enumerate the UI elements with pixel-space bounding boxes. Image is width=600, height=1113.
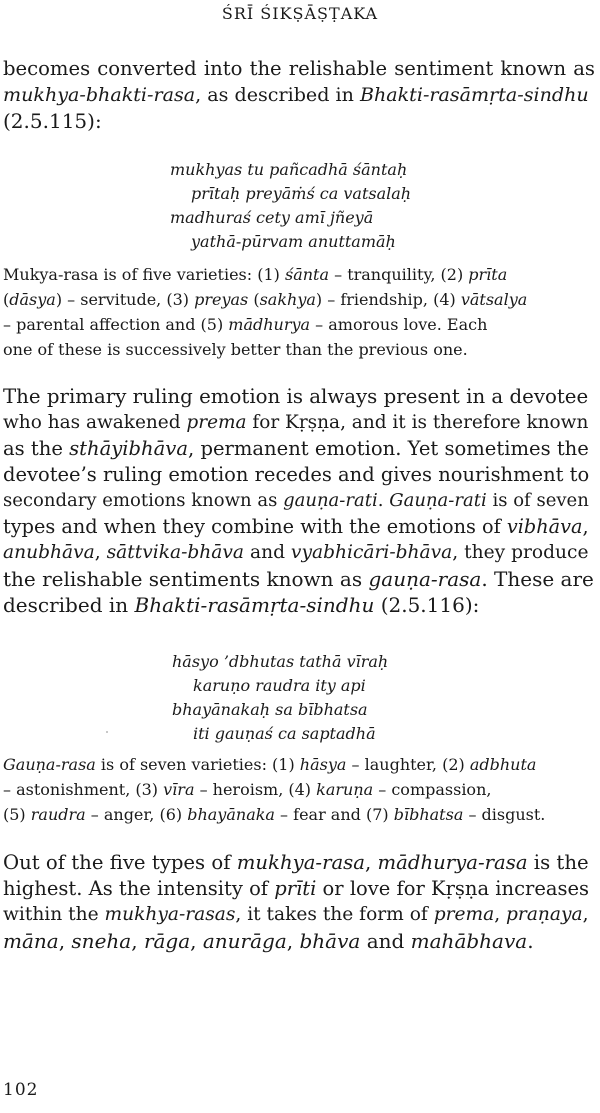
paragraph-body bbox=[3, 384, 595, 618]
text-line: māna, sneha, rāga, anurāga, bhāva and mahābhava. bbox=[3, 929, 534, 953]
text-line: (5) raudra – anger, (6) bhayānaka – fear and (7) bībhatsa – disgust. bbox=[3, 805, 546, 824]
verse-line: bhayānakaḥ sa bībhatsa bbox=[172, 700, 368, 719]
verse-line: iti gauṇaś ca saptadhā bbox=[193, 724, 376, 743]
verse-line: prītaḥ preyāṁś ca vatsalaḥ bbox=[191, 184, 412, 203]
text-line: (dāsya) – servitude, (3) preyas (sakhya) – friendship, (4) vātsalya bbox=[3, 290, 528, 309]
text-line: becomes converted into the relishable sentiment known as bbox=[3, 57, 595, 80]
verse-line: mukhyas tu pañcadhā śāntaḥ bbox=[170, 160, 408, 179]
text-line: mukhya-bhakti-rasa, as described in Bhakti-rasāmṛta-sindhu bbox=[3, 83, 589, 106]
text-line: types and when they combine with the emotions of vibhāva, bbox=[3, 515, 589, 538]
text-line: (2.5.115): bbox=[3, 109, 102, 133]
sanskrit-verse bbox=[170, 158, 411, 254]
text-line: within the mukhya-rasas, it takes the form of prema, praṇaya, bbox=[3, 904, 589, 925]
text-line: anubhāva, sāttvika-bhāva and vyabhicāri-bhāva, they produce bbox=[3, 542, 589, 563]
text-line: devotee’s ruling emotion recedes and gives nourishment to bbox=[3, 463, 590, 486]
text-line: who has awakened prema for Kṛṣṇa, and it is therefore known bbox=[3, 412, 589, 433]
text-line: Gauṇa-rasa is of seven varieties: (1) hāsya – laughter, (2) adbhuta bbox=[3, 755, 537, 774]
sanskrit-verse bbox=[172, 650, 388, 746]
verse-translation bbox=[3, 752, 595, 827]
page-number: 102 bbox=[3, 1080, 39, 1100]
text-line: Mukya-rasa is of five varieties: (1) śānta – tranquility, (2) prīta bbox=[3, 265, 508, 284]
text-line: one of these is successively better than the previous one. bbox=[3, 340, 468, 359]
text-line: Out of the five types of mukhya-rasa, mādhurya-rasa is the bbox=[3, 851, 589, 874]
text-line: – astonishment, (3) vīra – heroism, (4) karuṇa – compassion, bbox=[3, 780, 492, 799]
text-line: secondary emotions known as gauṇa-rati. Gauṇa-rati is of seven bbox=[3, 490, 589, 511]
verse-line: yathā-pūrvam anuttamāḥ bbox=[191, 232, 396, 251]
text-line: as the sthāyibhāva, permanent emotion. Yet sometimes the bbox=[3, 437, 589, 460]
text-line: highest. As the intensity of prīti or love for Kṛṣṇa increases bbox=[3, 877, 590, 900]
verse-line: madhuraś cety amī jñeyā bbox=[170, 208, 374, 227]
print-speck bbox=[106, 731, 108, 733]
text-line: described in Bhakti-rasāmṛta-sindhu (2.5.116): bbox=[3, 593, 480, 617]
verse-translation bbox=[3, 262, 595, 362]
verse-line: karuṇo raudra ity api bbox=[193, 676, 366, 695]
paragraph-body bbox=[3, 850, 595, 954]
running-head: ŚRĪ ŚIKṢĀṢṬAKA bbox=[221, 4, 379, 23]
verse-line: hāsyo ’dbhutas tathā vīraḥ bbox=[172, 652, 389, 671]
paragraph-intro bbox=[3, 56, 595, 134]
text-line: – parental affection and (5) mādhurya – amorous love. Each bbox=[3, 315, 488, 334]
text-line: The primary ruling emotion is always present in a devotee bbox=[3, 385, 589, 408]
text-line: the relishable sentiments known as gauṇa-rasa. These are bbox=[3, 567, 594, 591]
